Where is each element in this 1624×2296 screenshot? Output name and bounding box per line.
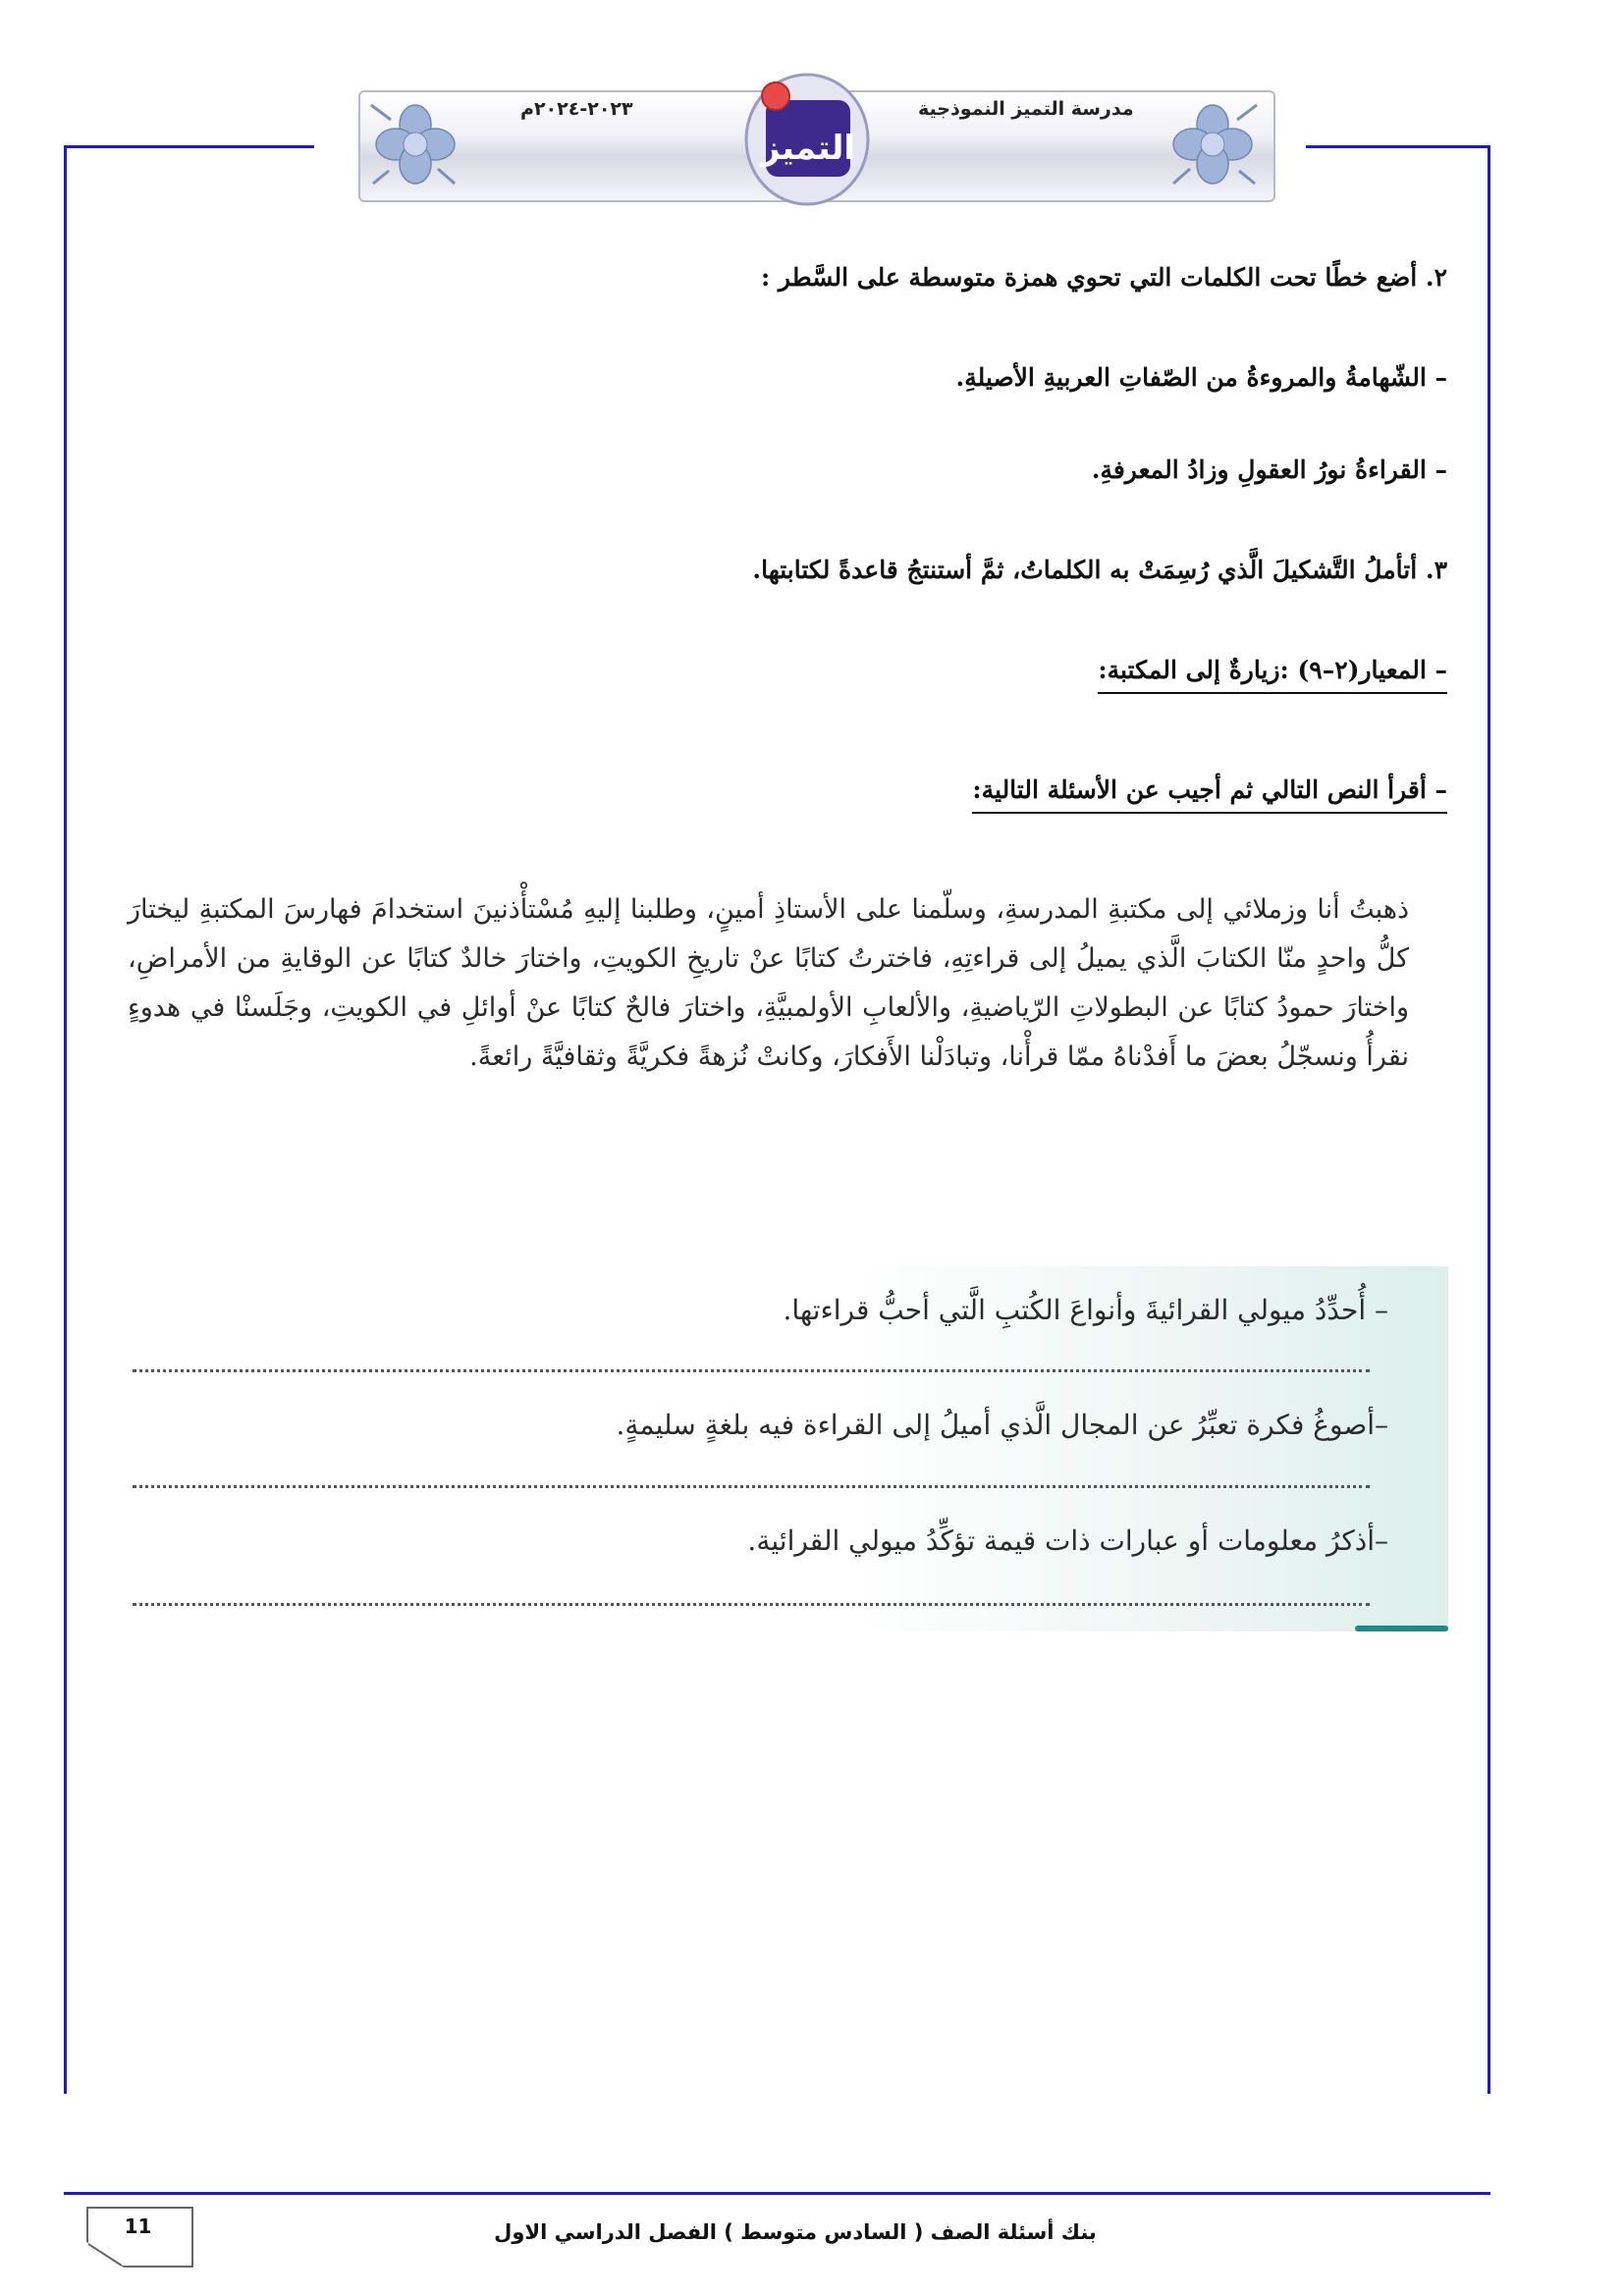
- question-2-sentence-1: – الشّهامةُ والمروءةُ من الصّفاتِ العربيةِ الأصيلةِ.: [955, 363, 1447, 392]
- flower-right-icon: [1159, 90, 1267, 198]
- reading-question-1: – أُحدِّدُ ميولي القرائيةَ وأنواعَ الكُتبِ الَّتي أحبُّ قراءتها.: [783, 1294, 1388, 1326]
- page-number: 11: [124, 2215, 152, 2238]
- answer-line-1[interactable]: [133, 1369, 1370, 1372]
- frame-top-right: [1306, 145, 1490, 148]
- question-2: ٢. أضع خطًا تحت الكلمات التي تحوي همزة متوسطة على السَّطر :: [760, 263, 1447, 292]
- frame-right: [1488, 145, 1490, 2094]
- answer-line-3[interactable]: [133, 1603, 1370, 1606]
- page-corner-icon: [86, 2242, 126, 2268]
- frame-top-left: [64, 145, 314, 148]
- frame-left: [64, 145, 67, 2094]
- header-school-name: مدرسة التميز النموذجية: [918, 98, 1134, 120]
- footer-title: بنك أسئلة الصف ( السادس متوسط ) الفصل الدراسي الاول: [494, 2220, 1097, 2244]
- footer-divider: [64, 2192, 1490, 2195]
- flower-left-icon: [361, 90, 469, 198]
- question-3: ٣. أتأملُ التَّشكيلَ الَّذي رُسِمَتْ به الكلماتُ، ثمَّ أستنتجُ قاعدةً لكتابتها.: [752, 556, 1447, 584]
- standard-heading: – المعيار(٢–٩) :زيارةٌ إلى المكتبة:: [1098, 656, 1447, 694]
- school-logo-icon: [738, 61, 876, 208]
- box-accent-bar: [1355, 1626, 1448, 1631]
- reading-question-3: –أذكرُ معلومات أو عبارات ذات قيمة تؤكِّدُ ميولي القرائية.: [747, 1524, 1388, 1557]
- header-year: ٢٠٢٣-٢٠٢٤م: [520, 98, 633, 120]
- reading-question-2: –أصوغُ فكرة تعبِّرُ عن المجال الَّذي أميلُ إلى القراءة فيه بلغةٍ سليمةٍ.: [616, 1409, 1388, 1441]
- logo-text: التميز: [760, 129, 856, 168]
- question-2-sentence-2: – القراءةُ نورُ العقولِ وزادُ المعرفةِ.: [1091, 455, 1447, 484]
- reading-instruction: – أقرأ النص التالي ثم أجيب عن الأسئلة التالية:: [972, 775, 1447, 814]
- answer-line-2[interactable]: [133, 1485, 1370, 1488]
- reading-passage: ذهبتُ أنا وزملائي إلى مكتبةِ المدرسةِ، وسلّمنا على الأستاذِ أمينٍ، وطلبنا إليهِ مُسْتأْذنينَ استخدامَ فهارسَ المكتبةِ ليختارَ كلُّ واحدٍ منّا الكتابَ الَّذي يميلُ إلى قراءتِهِ، فاخترتُ كتابًا عنْ تاريخِ الكويتِ، واختارَ خالدٌ كتابًا عن الوقايةِ من الأمراضِ، واختارَ حمودُ كتابًا عن البطولاتِ الرّياضيةِ، والألعابِ الأولمبيَّةِ، واختارَ فالحٌ كتابًا عنْ أوائلِ في الكويتِ، وجَلَسنْا في هدوءٍ نقرأُ ونسجّلُ بعضَ ما أَفدْناهُ ممّا قرأْنا، وتبادَلْنا الأَفكارَ، وكانتْ نُزهةً فكريَّةً وثقافيَّةً رائعةً.: [128, 894, 1409, 1072]
